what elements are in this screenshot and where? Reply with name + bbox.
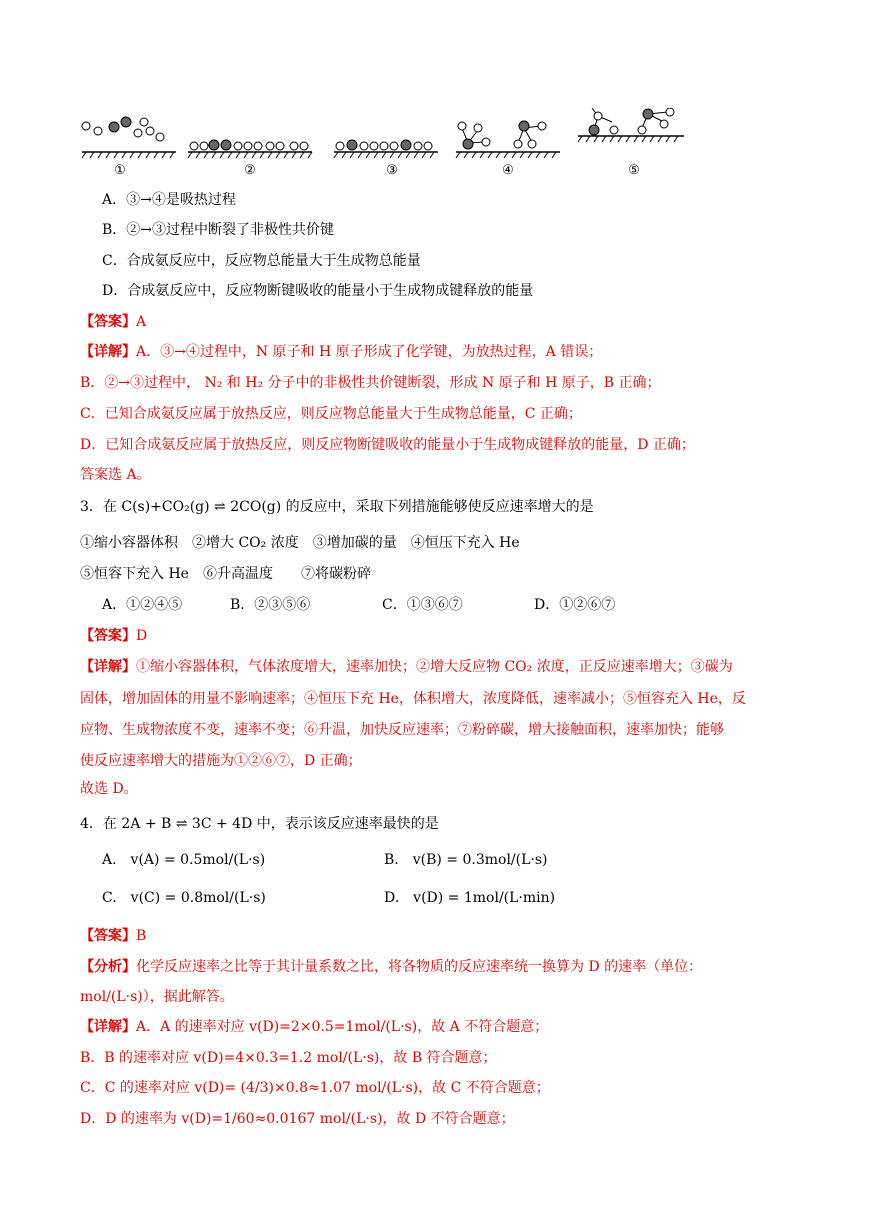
q3-measures-line-1: ①缩小容器体积 ②增大 CO₂ 浓度 ③增加碳的量 ④恒压下充入 He xyxy=(80,535,520,551)
q2-detail-line-5: 答案选 A。 xyxy=(80,467,151,483)
q3-stem: 3．在 C(s)+CO₂(g) ⇌ 2CO(g) 的反应中，采取下列措施能够使反应速率增大的是 xyxy=(80,499,594,515)
stage-2-label: ② xyxy=(244,163,256,178)
q4-answer-tag: 【答案】 xyxy=(80,928,136,944)
stage-2-figure xyxy=(188,140,312,178)
q3-detail-line-3: 应物、生成物浓度不变，速率不变；⑥升温，加快反应速率；⑦粉碎碳，增大接触面积，速率加快；能够 xyxy=(80,722,724,738)
stage-5-label: ⑤ xyxy=(628,163,640,178)
q4-option-a: A. v(A) = 0.5mol/(L·s) xyxy=(102,852,266,868)
q4-detail-text-1: A．A 的速率对应 v(D)=2×0.5=1mol/(L·s)，故 A 不符合题意； xyxy=(136,1019,549,1035)
q2-detail-line-2: B．②→③过程中， N₂ 和 H₂ 分子中的非极性共价键断裂，形成 N 原子和 H 原子，B 正确； xyxy=(80,375,661,391)
q4-detail-tag: 【详解】 xyxy=(80,1019,136,1035)
q3-conclusion: 故选 D。 xyxy=(80,781,138,797)
q3-detail-line-1 xyxy=(80,657,733,677)
q3-options xyxy=(102,595,615,615)
q2-option-c: C．合成氨反应中，反应物总能量大于生成物总能量 xyxy=(102,253,421,269)
q3-answer-value: D xyxy=(136,628,148,644)
stage-5-figure xyxy=(578,108,684,178)
stage-3-figure xyxy=(334,140,438,178)
q3-answer-tag: 【答案】 xyxy=(80,628,136,644)
q2-answer-value: A xyxy=(136,314,147,330)
q3-option-c: C．①③⑥⑦ xyxy=(382,597,463,613)
q4-option-c: C. v(C) = 0.8mol/(L·s) xyxy=(102,890,266,906)
stage-1-label: ① xyxy=(114,163,126,178)
q4-detail-line-2: B．B 的速率对应 v(D)=4×0.3=1.2 mol/(L·s)，故 B 符合题意； xyxy=(80,1050,497,1066)
q2-option-d: D．合成氨反应中，反应物断键吸收的能量小于生成物成键释放的能量 xyxy=(102,283,534,299)
stage-4-label: ④ xyxy=(502,163,514,178)
q3-detail-line-2: 固体，增加固体的用量不影响速率；④恒压下充 He，体积增大，浓度降低，速率减小；⑤恒容充入 He，反 xyxy=(80,691,746,707)
q3-option-b: B．②③⑤⑥ xyxy=(230,597,311,613)
q2-answer-tag: 【答案】 xyxy=(80,314,136,330)
q4-stem: 4．在 2A + B ⇌ 3C + 4D 中，表示该反应速率最快的是 xyxy=(80,816,439,832)
q2-detail-text-1: A．③→④过程中，N 原子和 H 原子形成了化学键，为放热过程，A 错误； xyxy=(136,344,603,360)
q2-answer xyxy=(80,312,146,332)
q3-detail-line-4: 使反应速率增大的措施为①②⑥⑦，D 正确； xyxy=(80,753,362,769)
q3-option-a: A．①②④⑤ xyxy=(102,597,183,613)
q2-option-a: A．③→④是吸热过程 xyxy=(102,192,236,208)
q4-detail-line-3: C．C 的速率对应 v(D)= (4/3)×0.8≈1.07 mol/(L·s)，故 C 不符合题意； xyxy=(80,1080,550,1096)
q2-detail-tag: 【详解】 xyxy=(80,344,136,360)
q4-option-b: B. v(B) = 0.3mol/(L·s) xyxy=(384,852,548,868)
q3-detail-text-1: ①缩小容器体积，气体浓度增大，速率加快；②增大反应物 CO₂ 浓度，正反应速率增大；③碳为 xyxy=(136,659,733,675)
q4-analysis-text-1: 化学反应速率之比等于其计量系数之比，将各物质的反应速率统一换算为 D 的速率（单位： xyxy=(136,959,703,975)
q3-measures-line-2: ⑤恒容下充入 He ⑥升高温度 ⑦将碳粉碎 xyxy=(80,566,371,582)
q2-detail-line-3: C．已知合成氨反应属于放热反应，则反应物总能量大于生成物总能量，C 正确； xyxy=(80,406,582,422)
stage-4-figure xyxy=(456,121,560,178)
q3-option-d: D．①②⑥⑦ xyxy=(534,597,616,613)
q3-detail-tag: 【详解】 xyxy=(80,659,136,675)
q4-answer xyxy=(80,926,146,946)
q4-analysis-line-1 xyxy=(80,957,702,977)
q3-answer xyxy=(80,626,147,646)
stage-1-figure xyxy=(82,117,176,178)
q2-detail-line-4: D．已知合成氨反应属于放热反应，则反应物断键吸收的能量小于生成物成键释放的能量，D 正确； xyxy=(80,437,695,453)
q4-analysis-tag: 【分析】 xyxy=(80,959,136,975)
q4-detail-line-1 xyxy=(80,1017,548,1037)
q2-detail-line-1 xyxy=(80,342,602,362)
stage-3-label: ③ xyxy=(386,163,398,178)
reaction-stages-diagram xyxy=(80,108,700,180)
q4-answer-value: B xyxy=(136,928,147,944)
q4-analysis-line-2: mol/(L·s)），据此解答。 xyxy=(80,989,234,1005)
q4-option-d: D. v(D) = 1mol/(L·min) xyxy=(384,890,556,906)
q4-detail-line-4: D．D 的速率为 v(D)=1/60≈0.0167 mol/(L·s)，故 D 不符合题意； xyxy=(80,1111,515,1127)
q2-option-b: B．②→③过程中断裂了非极性共价键 xyxy=(102,222,335,238)
